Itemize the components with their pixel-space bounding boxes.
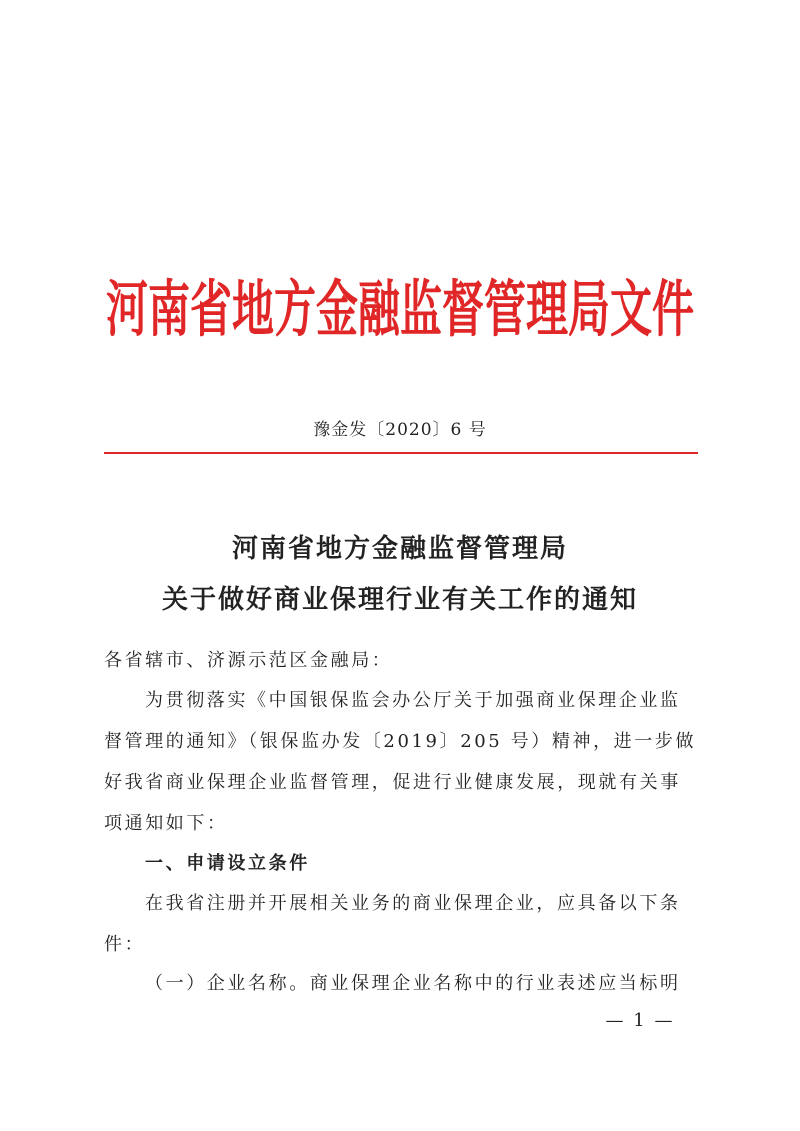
item-line-1: （一）企业名称。商业保理企业名称中的行业表述应当标明	[145, 973, 681, 994]
document-number: 豫金发〔2020〕6 号	[313, 420, 487, 440]
intro-line-3: 好我省商业保理企业监督管理，促进行业健康发展，现就有关事	[104, 772, 681, 793]
page-number: — 1 —	[605, 1010, 675, 1031]
intro-line-1: 为贯彻落实《中国银保监会办公厅关于加强商业保理企业监	[145, 690, 681, 711]
section-line-1: 在我省注册并开展相关业务的商业保理企业，应具备以下条	[145, 893, 681, 914]
section-line-2: 件：	[104, 934, 146, 955]
document-title-line-2: 关于做好商业保理行业有关工作的通知	[161, 585, 638, 615]
document-title-line-1: 河南省地方金融监督管理局	[231, 534, 568, 564]
agency-letterhead-title: 河南省地方金融监督管理局文件	[105, 273, 694, 345]
intro-line-2: 督管理的通知》（银保监办发〔2019〕205 号）精神，进一步做	[104, 731, 697, 752]
intro-line-4: 项通知如下：	[104, 813, 228, 834]
section-heading: 一、申请设立条件	[145, 853, 310, 874]
red-separator-line	[104, 452, 698, 454]
addressee-line: 各省辖市、济源示范区金融局：	[104, 650, 393, 671]
